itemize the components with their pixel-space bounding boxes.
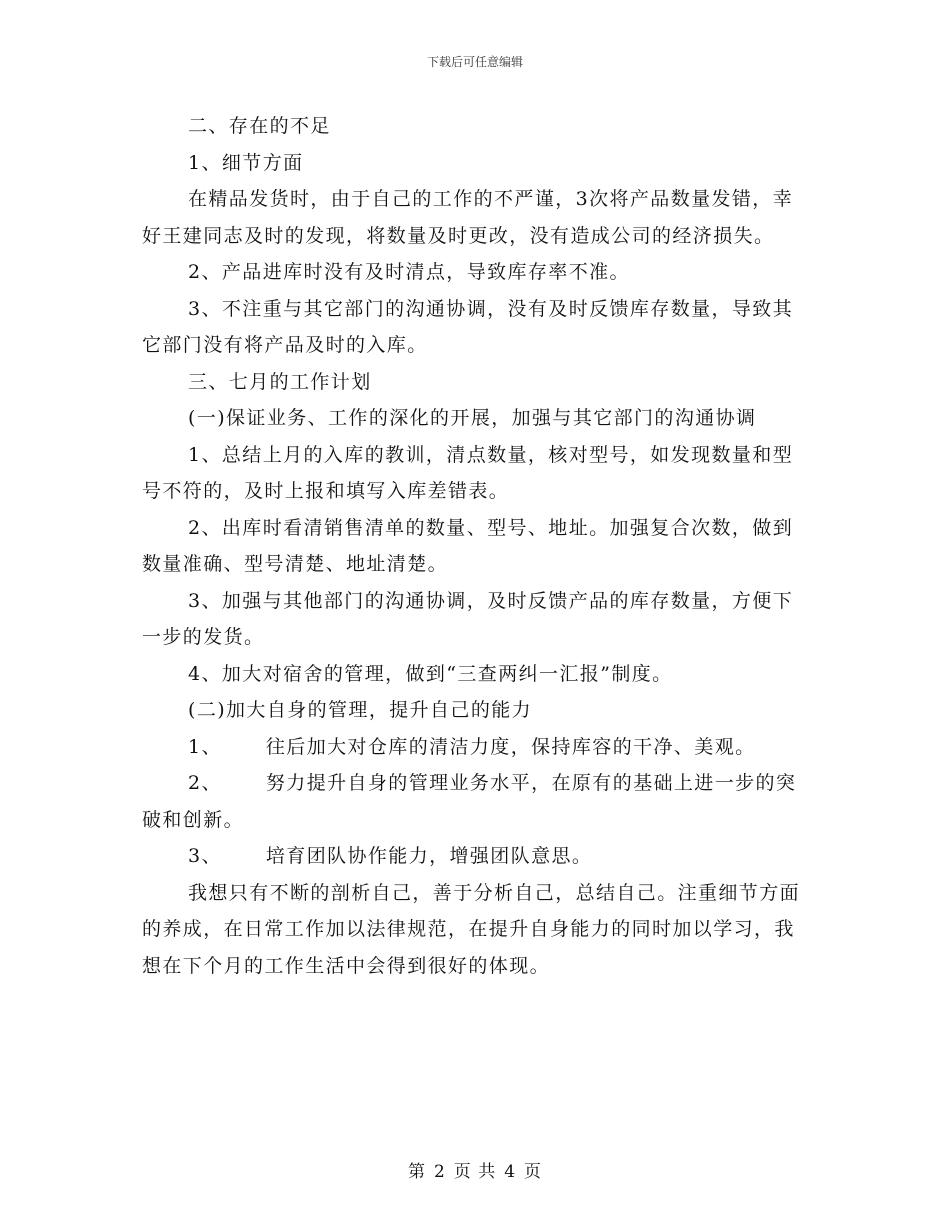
document-body (142, 108, 806, 984)
list-item-number: 2、 (188, 772, 222, 794)
footer-mid: 页 共 (453, 1162, 497, 1182)
list-item-text: 培育团队协作能力，增强团队意思。 (265, 845, 593, 867)
total-pages: 4 (504, 1162, 517, 1182)
subheading-business: (一)保证业务、工作的深化的开展，加强与其它部门的沟通协调 (188, 407, 757, 429)
plan-item-4: 4、加大对宿舍的管理，做到“三查两纠一汇报”制度。 (188, 662, 673, 685)
section-heading-july-plan: 三、七月的工作计划 (188, 370, 372, 393)
plan-item-2: 2、出库时看清销售清单的数量、型号、地址。加强复合次数，做到数量准确、型号清楚、地址清楚。 (142, 516, 794, 575)
list-item-text: 往后加大对仓库的清洁力度，保持库容的干净、美观。 (265, 735, 756, 758)
subheading-self-management: (二)加大自身的管理，提升自己的能力 (188, 699, 533, 721)
page-header: 下载后可任意编辑 (426, 55, 523, 69)
paragraph-communication: 3、不注重与其它部门的沟通协调，没有及时反馈库存数量，导致其它部门没有将产品及时的入库。 (142, 297, 794, 356)
list-item (142, 729, 806, 766)
page-footer (0, 1157, 950, 1182)
paragraph-shipping-error: 在精品发货时，由于自己的工作的不严谨，3次将产品数量发错，幸好王建同志及时的发现，将数量及时更改，没有造成公司的经济损失。 (142, 188, 794, 247)
list-item (142, 765, 806, 838)
paragraph-inventory-count: 2、产品进库时没有及时清点，导致库存率不准。 (188, 261, 630, 283)
plan-item-3: 3、加强与其他部门的沟通协调，及时反馈产品的库存数量，方便下一步的发货。 (142, 589, 794, 648)
list-item (142, 838, 806, 875)
plan-item-1: 1、总结上月的入库的教训，清点数量，核对型号，如发现数量和型号不符的，及时上报和填写入库差错表。 (142, 443, 794, 502)
list-item-text: 努力提升自身的管理业务水平，在原有的基础上进一步的突破和创新。 (142, 772, 797, 831)
list-item-number: 1、 (188, 735, 222, 758)
section-heading-shortcomings: 二、存在的不足 (188, 115, 331, 137)
list-item-number: 3、 (188, 845, 222, 867)
footer-suffix: 页 (524, 1162, 543, 1182)
current-page-number: 2 (433, 1162, 446, 1182)
subheading-details: 1、细节方面 (188, 151, 304, 174)
closing-paragraph: 我想只有不断的剖析自己，善于分析自己，总结自己。注重细节方面的养成，在日常工作加以法律规范，在提升自身能力的同时加以学习，我想在下个月的工作生活中会得到很好的体现。 (142, 881, 801, 977)
footer-prefix: 第 (407, 1162, 426, 1182)
